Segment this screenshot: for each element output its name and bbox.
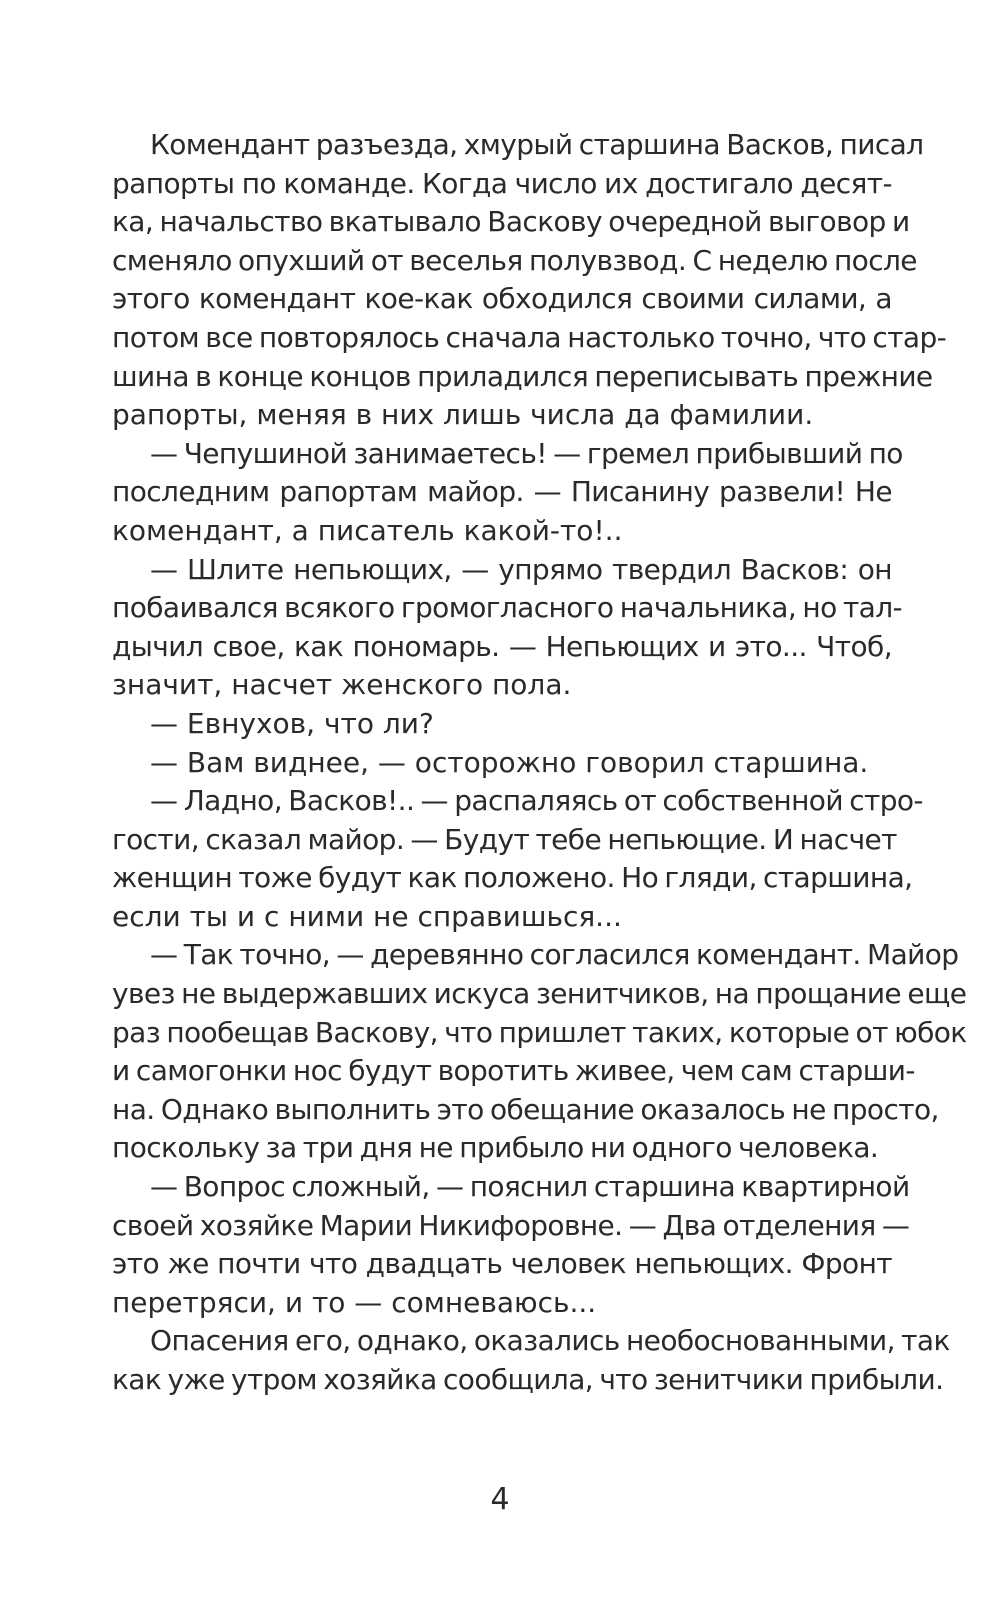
text-line: дычил свое, как пономарь. — Непьющих и это... Чтоб, (112, 629, 892, 663)
text-line: комендант, а писатель какой-то!.. (112, 513, 623, 547)
text-line: гости, сказал майор. — Будут тебе непьющие. И насчет (112, 822, 897, 856)
text-line: Опасения его, однако, оказались необоснованными, так (150, 1324, 950, 1358)
paragraph (112, 936, 967, 1168)
text-line: — Ладно, Васков!.. — распаляясь от собственной стро- (150, 784, 923, 818)
body-text (112, 126, 967, 1400)
text-line: если ты и с ними не справишься... (112, 899, 622, 933)
text-line: Комендант разъезда, хмурый старшина Васков, писал (150, 128, 924, 161)
text-line: рапорты по команде. Когда число их достигало десят- (112, 166, 892, 200)
text-line: и самогонки нос будут воротить живее, чем сам старши- (112, 1054, 915, 1088)
text-line: перетряси, и то — сомневаюсь... (112, 1285, 597, 1319)
text-line: — Чепушиной занимаетесь! — гремел прибывший по (150, 436, 903, 470)
text-line: ка, начальство вкатывало Васкову очередной выговор и (112, 205, 910, 239)
paragraph (112, 782, 923, 936)
text-line: — Так точно, — деревянно согласился комендант. Майор (150, 938, 959, 972)
text-line: рапорты, меняя в них лишь числа да фамилии. (112, 398, 814, 432)
text-line: женщин тоже будут как положено. Но гляди, старшина, (112, 861, 913, 895)
text-line: побаивался всякого громогласного начальника, но тал- (112, 591, 903, 625)
text-line: потом все повторялось сначала настолько точно, что стар- (112, 320, 947, 354)
paragraph (112, 705, 892, 744)
text-line: — Шлите непьющих, — упрямо твердил Васков: он (150, 552, 892, 586)
text-line: — Вопрос сложный, — пояснил старшина квартирной (150, 1170, 910, 1204)
text-line: последним рапортам майор. — Писанину развели! Не (112, 475, 892, 509)
text-line: это же почти что двадцать человек непьющих. Фронт (112, 1247, 892, 1281)
text-line: этого комендант кое-как обходился своими силами, а (112, 282, 892, 316)
text-line: своей хозяйке Марии Никифоровне. — Два отделения — (112, 1208, 910, 1242)
text-line: увез не выдержавших искуса зенитчиков, на прощание еще (112, 977, 967, 1011)
paragraph (112, 1322, 950, 1399)
paragraph (112, 551, 903, 705)
page-number: 4 (490, 1482, 510, 1517)
text-line: — Вам виднее, — осторожно говорил старшина. (150, 745, 869, 779)
paragraph (112, 1168, 910, 1322)
text-line: поскольку за три дня не прибыло ни одного человека. (112, 1131, 879, 1165)
paragraph (112, 435, 903, 551)
text-line: — Евнухов, что ли? (150, 706, 434, 740)
paragraph (112, 126, 947, 435)
text-line: на. Однако выполнить это обещание оказалось не просто, (112, 1092, 939, 1126)
text-line: шина в конце концов приладился переписывать прежние (112, 359, 933, 393)
text-line: значит, насчет женского пола. (112, 668, 572, 702)
text-line: сменяло опухший от веселья полувзвод. С неделю после (112, 243, 917, 277)
text-line: раз пообещав Васкову, что пришлет таких, которые от юбок (112, 1015, 967, 1049)
text-line: как уже утром хозяйка сообщила, что зенитчики прибыли. (112, 1363, 944, 1396)
paragraph (112, 744, 892, 783)
